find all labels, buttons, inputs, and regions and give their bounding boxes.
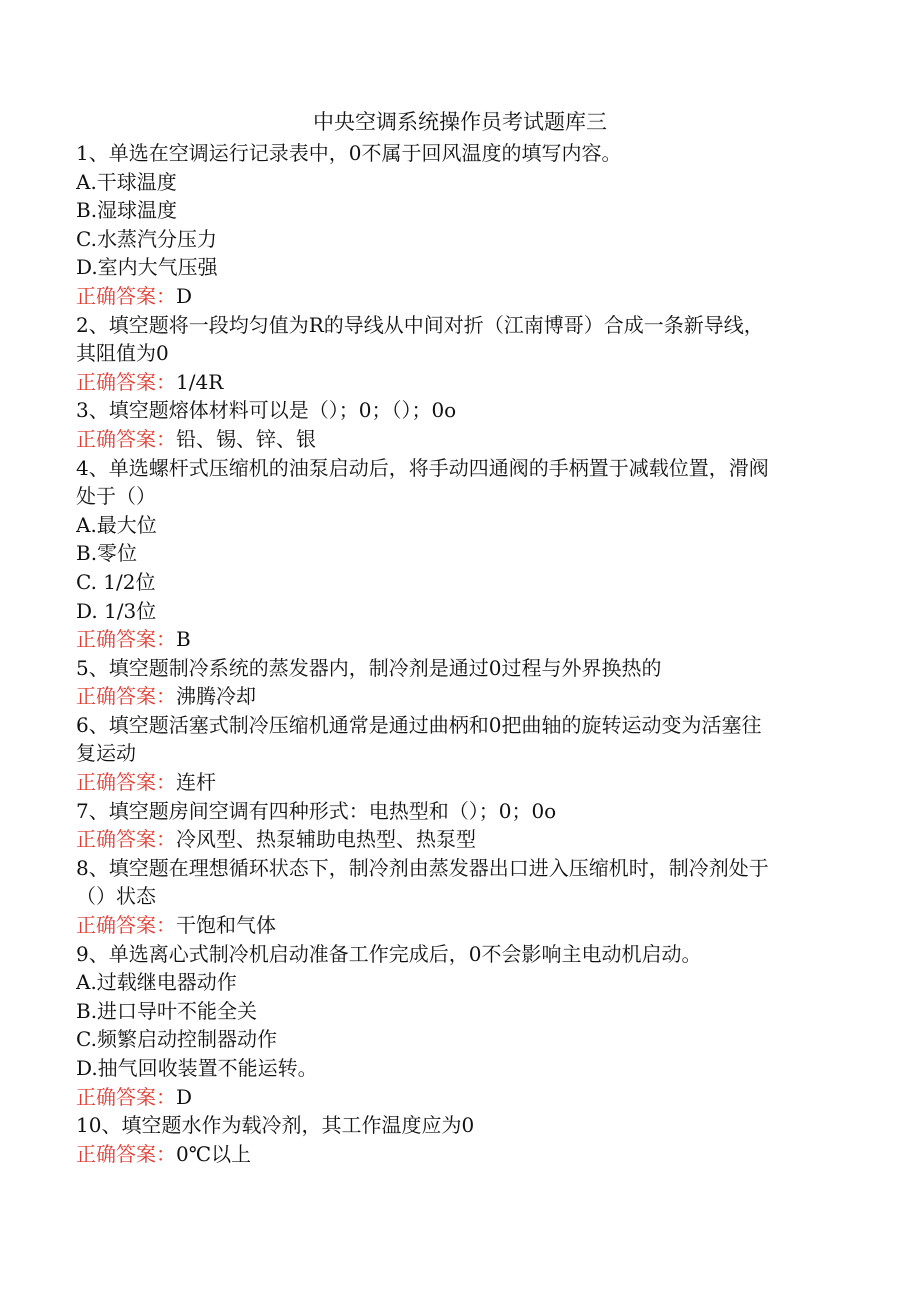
correct-answer	[76, 911, 836, 940]
correct-answer	[76, 825, 836, 854]
question-block	[76, 396, 836, 453]
answer-option: A.过载继电器动作	[76, 970, 237, 995]
correct-answer-label: 正确答案：	[76, 1141, 176, 1166]
answer-option: B.零位	[76, 541, 138, 566]
answer-option: D.室内大气压强	[76, 255, 218, 280]
correct-answer	[76, 682, 836, 711]
correct-answer-value: 冷风型、热泵辅助电热型、热泵型	[176, 827, 476, 852]
question-stem: 8、填空题在理想循环状态下，制冷剂由蒸发器出口进入压缩机时，制冷剂处于	[76, 855, 769, 880]
correct-answer-value: 0℃以上	[176, 1141, 252, 1166]
answer-option: B.湿球温度	[76, 198, 178, 223]
correct-answer-label: 正确答案：	[76, 827, 176, 852]
question-stem: 4、单选螺杆式压缩机的油泵启动后，将手动四通阀的手柄置于减载位置，滑阀	[76, 455, 769, 480]
answer-option: A.最大位	[76, 512, 157, 537]
question-stem: 3、填空题熔体材料可以是（）；0；（）；0o	[76, 398, 457, 423]
question-block	[76, 797, 836, 854]
correct-answer-value: 干饱和气体	[176, 913, 276, 938]
answer-option: D. 1/3位	[76, 598, 157, 623]
question-block	[76, 854, 836, 940]
correct-answer-label: 正确答案：	[76, 426, 176, 451]
correct-answer-label: 正确答案：	[76, 627, 176, 652]
question-stem: 9、单选离心式制冷机启动准备工作完成后，0不会影响主电动机启动。	[76, 941, 702, 966]
question-block	[76, 1111, 836, 1168]
correct-answer-label: 正确答案：	[76, 283, 176, 308]
correct-answer-value: B	[176, 627, 191, 652]
question-block	[76, 454, 836, 654]
correct-answer-value: 1/4R	[176, 369, 224, 394]
question-stem: 10、填空题水作为载冷剂，其工作温度应为0	[76, 1113, 475, 1138]
answer-option: B.进口导叶不能全关	[76, 998, 258, 1023]
correct-answer	[76, 1140, 836, 1169]
correct-answer-label: 正确答案：	[76, 1084, 176, 1109]
correct-answer	[76, 282, 836, 311]
correct-answer	[76, 425, 836, 454]
question-stem: 6、填空题活塞式制冷压缩机通常是通过曲柄和0把曲轴的旋转运动变为活塞往	[76, 712, 762, 737]
question-block	[76, 654, 836, 711]
question-stem: 5、填空题制冷系统的蒸发器内，制冷剂是通过0过程与外界换热的	[76, 655, 662, 680]
question-stem: 1、单选在空调运行记录表中，0不属于回风温度的填写内容。	[76, 141, 622, 165]
correct-answer	[76, 368, 836, 397]
correct-answer-label: 正确答案：	[76, 369, 176, 394]
correct-answer-value: D	[176, 283, 193, 308]
correct-answer-value: 沸腾冷却	[176, 684, 256, 709]
correct-answer-label: 正确答案：	[76, 770, 176, 795]
correct-answer-value: D	[176, 1084, 193, 1109]
correct-answer-value: 铅、锡、锌、银	[176, 426, 316, 451]
answer-option: C. 1/2位	[76, 569, 156, 594]
question-block	[76, 940, 836, 1112]
page-title: 中央空调系统操作员考试题库三	[313, 110, 607, 134]
answer-option: A.干球温度	[76, 169, 177, 194]
question-stem: 其阻值为0	[76, 341, 169, 366]
answer-option: D.抽气回收装置不能运转。	[76, 1056, 318, 1080]
question-stem: 处于（）	[76, 484, 156, 509]
question-list	[76, 139, 836, 1168]
answer-option: C.水蒸汽分压力	[76, 226, 217, 251]
correct-answer-label: 正确答案：	[76, 913, 176, 938]
question-block	[76, 139, 836, 311]
question-stem: （）状态	[76, 884, 156, 909]
question-stem: 7、填空题房间空调有四种形式：电热型和（）；0；0o	[76, 798, 557, 823]
correct-answer	[76, 1083, 836, 1112]
correct-answer	[76, 625, 836, 654]
correct-answer	[76, 768, 836, 797]
answer-option: C.频繁启动控制器动作	[76, 1027, 277, 1052]
question-block	[76, 711, 836, 797]
correct-answer-label: 正确答案：	[76, 684, 176, 709]
question-block	[76, 311, 836, 397]
question-stem: 复运动	[76, 741, 136, 766]
question-stem: 2、填空题将一段均匀值为R的导线从中间对折（江南博哥）合成一条新导线，	[76, 312, 764, 337]
correct-answer-value: 连杆	[176, 770, 216, 795]
